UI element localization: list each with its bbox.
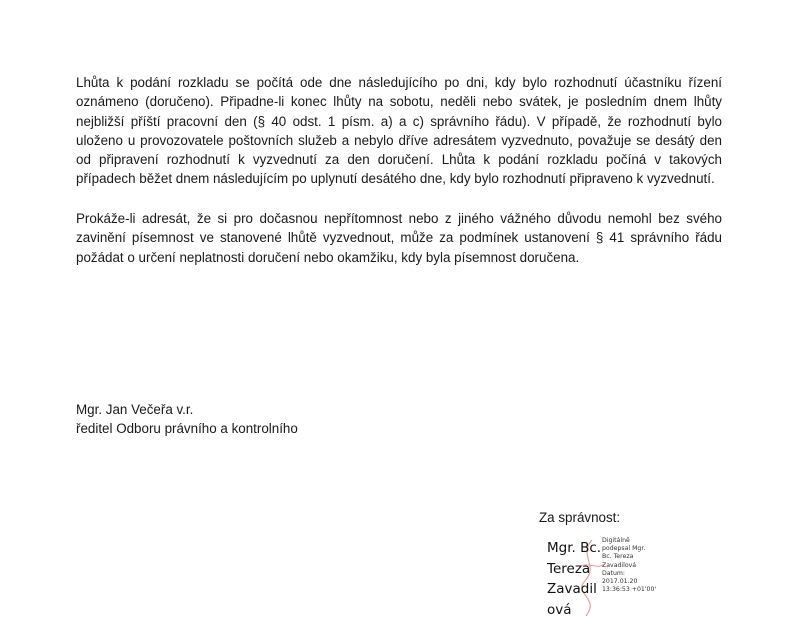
signature-details (602, 537, 656, 594)
body-paragraph-delivery-invalidity: Prokáže-li adresát, že si pro dočasnou nepřítomnost nebo z jiného vážného důvodu nemohl bez svého zavinění písemnost ve stanovené lhůtě vyzvednout, může za podmínek ustanovení § 41 správního řádu požádat o určení neplatnosti doručení nebo okamžiku, kdy byla písemnost doručena. (76, 211, 722, 265)
signature-detail-line: podepsal Mgr. (602, 545, 646, 553)
verification-label: Za správnost: (539, 510, 621, 525)
signatory-name: Mgr. Jan Večeřa v.r. (76, 402, 194, 417)
signer-line: ová (547, 601, 572, 618)
signer-line: Mgr. Bc. (547, 540, 602, 556)
signature-detail-line: Digitálně (602, 537, 630, 544)
digital-signature (540, 536, 680, 622)
signature-detail-line: Bc. Tereza (602, 553, 634, 561)
signature-detail-line: 2017.01.20 (602, 578, 638, 586)
signature-detail-line: 13:36:53 +01'00' (602, 586, 657, 594)
body-paragraph-appeal-deadline: Lhůta k podání rozkladu se počítá ode dne následujícího po dni, kdy bylo rozhodnutí účastníku řízení oznámeno (doručeno). Připadne-li konec lhůty na sobotu, neděli nebo svátek, je posledním dnem lhůty nejbližší příští pracovní den (§ 40 odst. 1 písm. a) a c) správního řádu). V případě, že rozhodnutí bylo uloženo u provozovatele poštovních služeb a nebylo dříve adresátem vyzvednuto, považuje se desátý den od připravení rozhodnutí k vyzvednutí za den doručení. Lhůta k podání rozkladu počíná v takových případech běžet dnem následujícím po uplynutí desátého dne, kdy bylo rozhodnutí připraveno k vyzvednutí. (76, 75, 722, 187)
signature-detail-line: Datum: (602, 569, 626, 577)
signature-detail-line: Zavadilová (602, 561, 637, 569)
signer-line: Zavadil (547, 581, 597, 597)
signatory-title: ředitel Odboru právního a kontrolního (76, 421, 298, 437)
signer-line: Tereza (547, 560, 591, 577)
signatory-block (76, 400, 298, 439)
signature-signer-name (547, 538, 601, 620)
